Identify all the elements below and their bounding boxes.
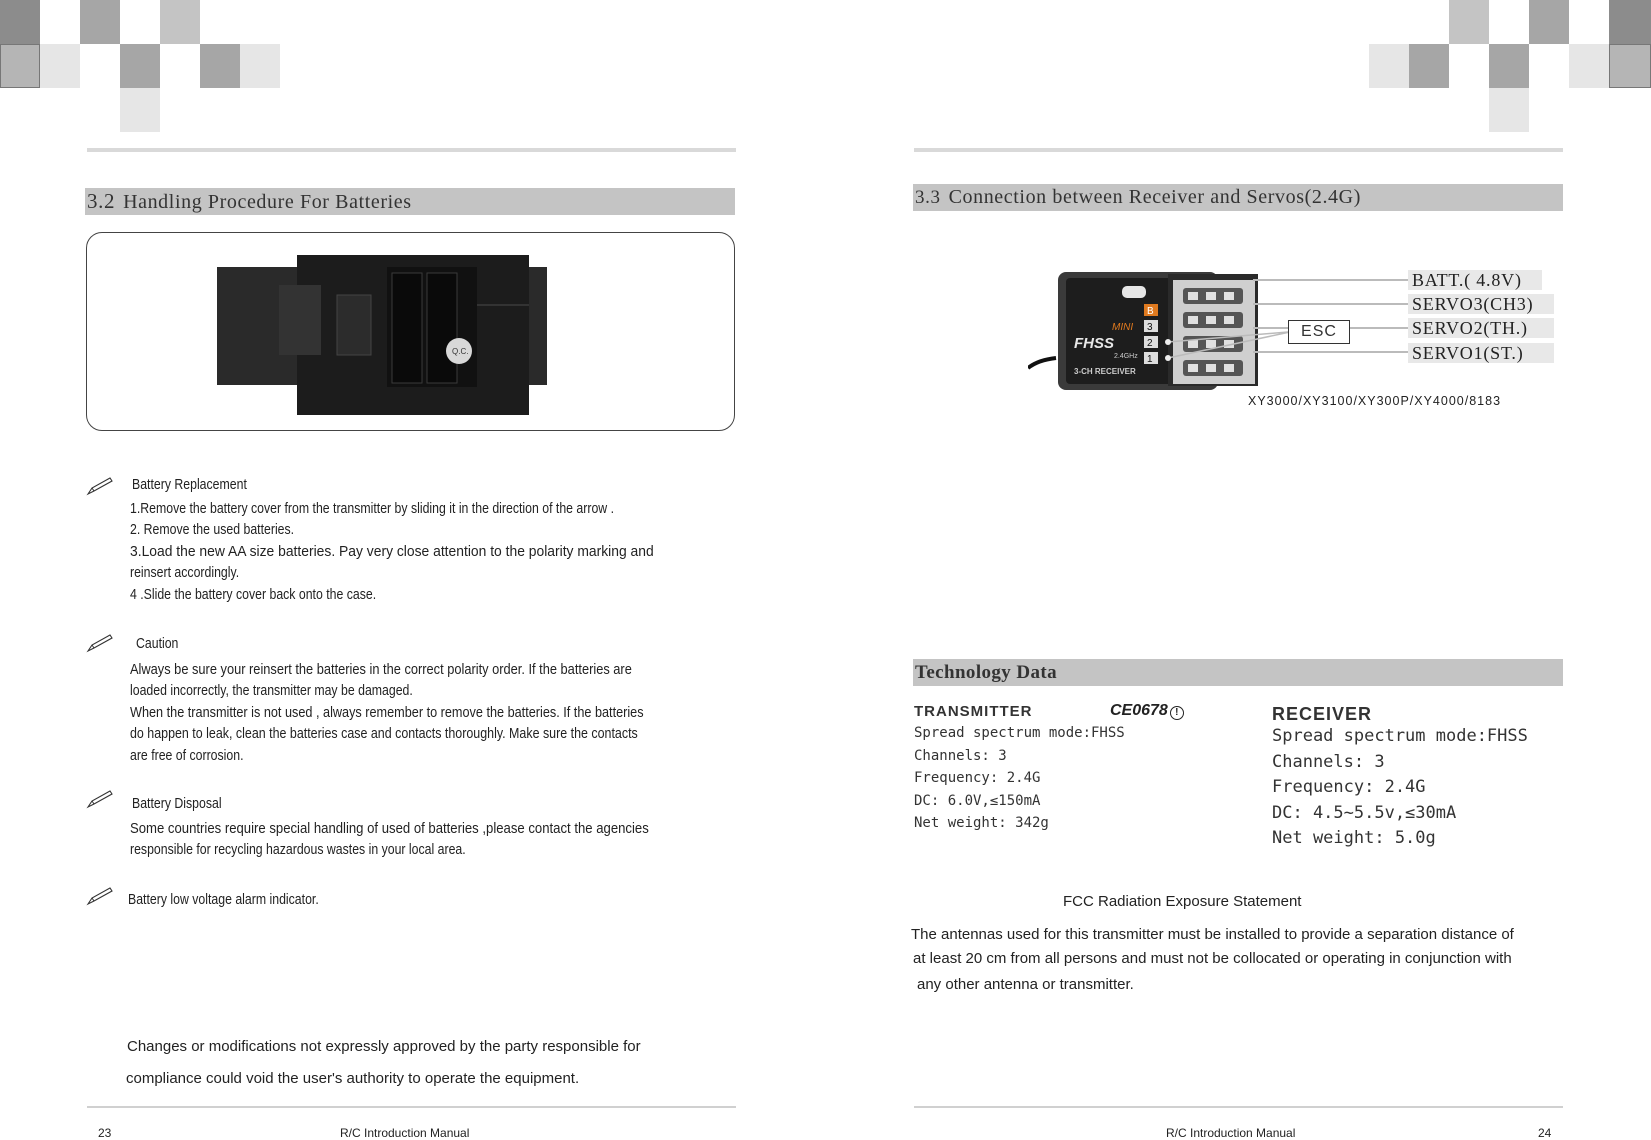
- page-number-left: 23: [98, 1126, 112, 1140]
- ce-mark: [1110, 702, 1184, 720]
- transmitter-spec: Net weight: 342g: [914, 815, 1049, 831]
- port-label-servo1: SERVO1(ST.): [1408, 343, 1554, 363]
- transmitter-spec: Spread spectrum mode:FHSS: [914, 725, 1125, 741]
- section-header-3-2: [85, 188, 735, 215]
- esc-label: ESC: [1288, 320, 1350, 344]
- receiver-spec: Channels: 3: [1272, 752, 1385, 772]
- section-title: Handling Procedure For Batteries: [123, 191, 412, 213]
- model-numbers: XY3000/XY3100/XY300P/XY4000/8183: [1248, 394, 1502, 408]
- pencil-icon: [86, 633, 114, 653]
- caution-line: When the transmitter is not used , always remember to remove the batteries. If the batteries: [130, 704, 644, 721]
- caution-heading: Caution: [136, 635, 179, 652]
- transmitter-spec: Channels: 3: [914, 748, 1007, 764]
- transmitter-battery-photo: [217, 255, 557, 427]
- port-label-batt: BATT.( 4.8V): [1408, 270, 1542, 290]
- ce-logo-icon: CE: [1110, 702, 1133, 719]
- bottom-rule-right: [914, 1106, 1563, 1108]
- replacement-line: 2. Remove the used batteries.: [130, 521, 295, 538]
- transmitter-spec: Frequency: 2.4G: [914, 770, 1041, 786]
- changes-notice-line: Changes or modifications not expressly approved by the party responsible for: [127, 1038, 641, 1055]
- transmitter-spec: DC: 6.0V,≤150mA: [914, 793, 1041, 809]
- receiver-mini-text: MINI: [1112, 322, 1134, 333]
- receiver-brand-text: FHSS: [1074, 335, 1115, 352]
- port-tag-1: 1: [1147, 354, 1153, 365]
- disposal-line: responsible for recycling hazardous wastes in your local area.: [130, 841, 466, 858]
- receiver-spec: DC: 4.5~5.5v,≤30mA: [1272, 803, 1457, 823]
- receiver-name-text: 3-CH RECEIVER: [1074, 367, 1136, 376]
- replacement-line: reinsert accordingly.: [130, 564, 240, 581]
- fcc-title: FCC Radiation Exposure Statement: [1063, 893, 1302, 910]
- replacement-line: 3.Load the new AA size batteries. Pay very close attention to the polarity marking and: [130, 543, 654, 560]
- disposal-line: Some countries require special handling of used of batteries ,please contact the agencies: [130, 820, 649, 837]
- pencil-icon: [86, 789, 114, 809]
- port-tag-2: 2: [1147, 338, 1153, 349]
- alert-circle-icon: !: [1170, 706, 1184, 720]
- section-number: 3.3: [915, 187, 941, 208]
- replacement-line: 4 .Slide the battery cover back onto the case.: [130, 586, 377, 603]
- port-label-servo3: SERVO3(CH3): [1408, 294, 1554, 314]
- fcc-line: any other antenna or transmitter.: [917, 976, 1134, 993]
- changes-notice-line: compliance could void the user's authority to operate the equipment.: [126, 1070, 580, 1087]
- receiver-band-text: 2.4GHz: [1114, 353, 1138, 360]
- tech-data-header: Technology Data: [913, 659, 1563, 686]
- caution-line: are free of corrosion.: [130, 747, 244, 764]
- receiver-title: RECEIVER: [1272, 704, 1373, 724]
- pencil-icon: [86, 886, 114, 906]
- battery-photo-frame: [86, 232, 735, 431]
- footer-manual-title-left: R/C Introduction Manual: [340, 1126, 470, 1140]
- caution-line: do happen to leak, clean the batteries case and contacts thoroughly. Make sure the contacts: [130, 725, 638, 742]
- fcc-line: The antennas used for this transmitter must be installed to provide a separation distance of: [911, 926, 1514, 943]
- qc-badge-text: Q.C.: [452, 347, 469, 356]
- receiver-spec: Frequency: 2.4G: [1272, 777, 1426, 797]
- caution-line: Always be sure your reinsert the batteries in the correct polarity order. If the batteries are: [130, 661, 632, 678]
- ce-cert-number: 0678: [1132, 702, 1168, 719]
- disposal-heading: Battery Disposal: [132, 795, 222, 812]
- section-header-3-3: [913, 184, 1563, 211]
- top-rule-right: [914, 148, 1563, 152]
- footer-manual-title-right: R/C Introduction Manual: [1166, 1126, 1296, 1140]
- section-title: Connection between Receiver and Servos(2.4G): [948, 186, 1361, 208]
- fcc-line: at least 20 cm from all persons and must not be collocated or operating in conjunction with: [913, 950, 1512, 967]
- receiver-spec: Spread spectrum mode:FHSS: [1272, 726, 1528, 746]
- port-tag-3: 3: [1147, 322, 1153, 333]
- transmitter-title: TRANSMITTER: [914, 703, 1033, 720]
- page-number-right: 24: [1538, 1126, 1552, 1140]
- top-rule-left: [87, 148, 736, 152]
- bottom-rule-left: [87, 1106, 736, 1108]
- low-voltage-heading: Battery low voltage alarm indicator.: [128, 891, 319, 908]
- port-tag-b: B: [1147, 306, 1154, 317]
- receiver-spec: Net weight: 5.0g: [1272, 828, 1436, 848]
- battery-replacement-heading: Battery Replacement: [132, 476, 247, 493]
- section-number: 3.2: [87, 189, 116, 213]
- port-label-servo2: SERVO2(TH.): [1408, 318, 1554, 338]
- pencil-icon: [86, 476, 114, 496]
- replacement-line: 1.Remove the battery cover from the transmitter by sliding it in the direction of the arrow .: [130, 500, 615, 517]
- caution-line: loaded incorrectly, the transmitter may be damaged.: [130, 682, 413, 699]
